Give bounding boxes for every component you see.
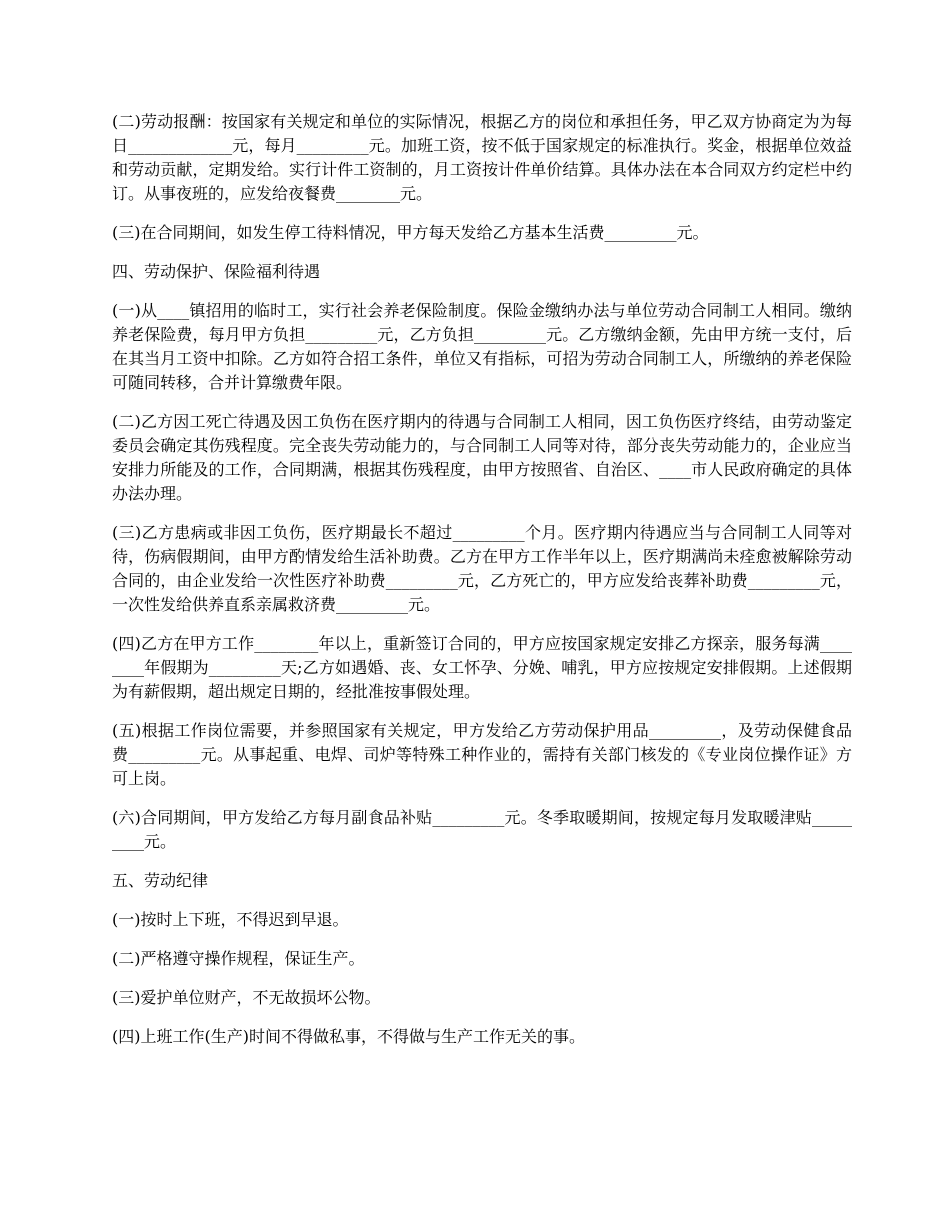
paragraph-work-stoppage: (三)在合同期间，如发生停工待料情况，甲方每天发给乙方基本生活费_________元。 (112, 223, 709, 242)
paragraph-work-injury: (二)乙方因工死亡待遇及因工负伤在医疗期内的待遇与合同制工人相同，因工负伤医疗终结，由劳动鉴定委员会确定其伤残程度。完全丧失劳动能力的，与合同制工人同等对待，部分丧失劳动能力的，企业应当安排力所能及的工作，合同期满，根据其伤残程度，由甲方按照省、自治区、____市人民政府确定的具体办法办理。 (112, 412, 852, 503)
paragraph-discipline-procedures: (二)严格遵守操作规程，保证生产。 (112, 949, 365, 968)
paragraph-pension-insurance: (一)从____镇招用的临时工，实行社会养老保险制度。保险金缴纳办法与单位劳动合同制工人相同。缴纳养老保险费，每月甲方负担_________元，乙方负担_________元。乙方缴纳金额，先由甲方统一支付，后在其当月工资中扣除。乙方如符合招工条件，单位又有指标，可招为劳动合同制工人，所缴纳的养老保险可随同转移，合并计算缴费年限。 (112, 301, 852, 392)
paragraph-sick-leave: (三)乙方患病或非因工负伤，医疗期最长不超过_________个月。医疗期内待遇应当与合同制工人同等对待，伤病假期间，由甲方酌情发给生活补助费。乙方在甲方工作半年以上，医疗期满尚未痊愈被解除劳动合同的，由企业发给一次性医疗补助费_________元，乙方死亡的，甲方应发给丧葬补助费_________元，一次性发给供养直系亲属救济费_________元。 (112, 523, 852, 614)
section-heading-labor-discipline: 五、劳动纪律 (112, 871, 209, 890)
paragraph-protective-supplies: (五)根据工作岗位需要，并参照国家有关规定，甲方发给乙方劳动保护用品_________，及劳动保健食品费_________元。从事起重、电焊、司炉等特殊工种作业的，需持有关部门核发的《专业岗位操作证》方可上岗。 (112, 721, 852, 788)
paragraph-holidays: (四)乙方在甲方工作________年以上，重新签订合同的，甲方应按国家规定安排乙方探亲，服务每满________年假期为_________天;乙方如遇婚、丧、女工怀孕、分娩、哺乳，甲方应按规定安排假期。上述假期为有薪假期，超出规定日期的，经批准按事假处理。 (112, 634, 852, 701)
paragraph-labor-remuneration: (二)劳动报酬：按国家有关规定和单位的实际情况，根据乙方的岗位和承担任务，甲乙双方协商定为为每日_____________元，每月_________元。加班工资，按不低于国家规定的标准执行。奖金，根据单位效益和劳动贡献，定期发给。实行计件工资制的，月工资按计件单价结算。具体办法在本合同双方约定栏中约订。从事夜班的，应发给夜餐费________元。 (112, 112, 852, 203)
paragraph-discipline-punctuality: (一)按时上下班，不得迟到早退。 (112, 910, 349, 929)
paragraph-food-heating-subsidy: (六)合同期间，甲方发给乙方每月副食品补贴_________元。冬季取暖期间，按规定每月发取暖津贴_________元。 (112, 808, 852, 851)
document-page (112, 110, 852, 1064)
section-heading-protection-insurance: 四、劳动保护、保险福利待遇 (112, 262, 321, 281)
paragraph-discipline-work-time: (四)上班工作(生产)时间不得做私事，不得做与生产工作无关的事。 (112, 1027, 585, 1046)
paragraph-discipline-property: (三)爱护单位财产，不无故损坏公物。 (112, 988, 381, 1007)
